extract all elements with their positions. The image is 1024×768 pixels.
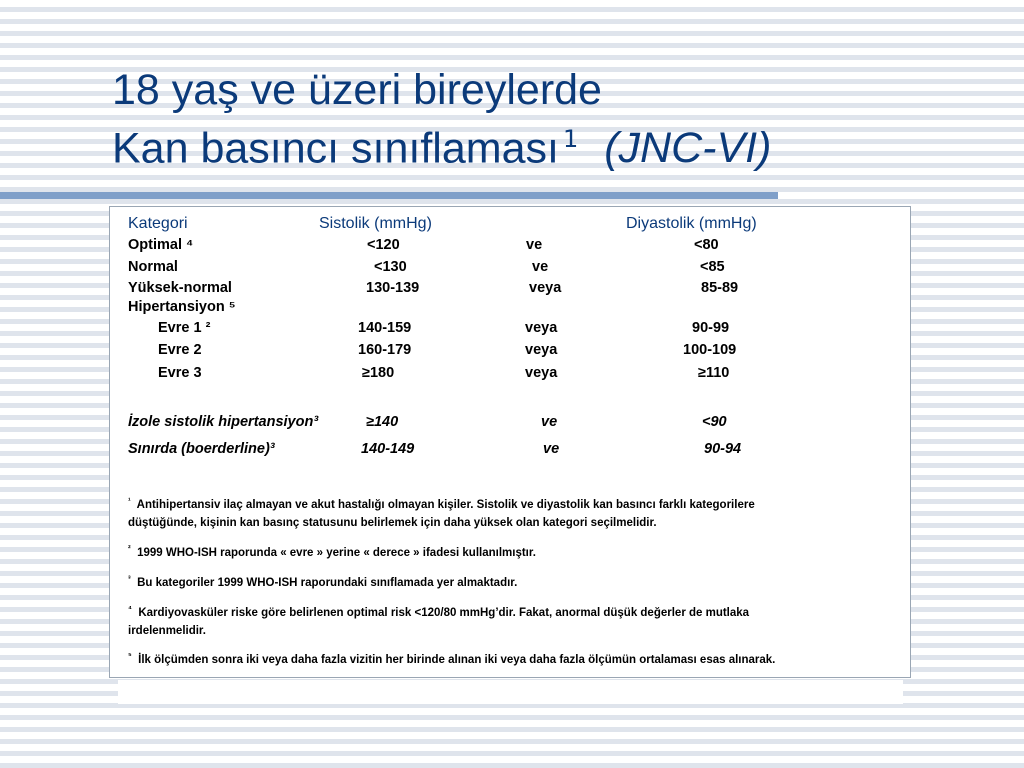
row-conj-stage3: veya xyxy=(525,365,558,381)
row-dia-high-normal: 85-89 xyxy=(701,280,739,296)
slide-title xyxy=(112,66,771,173)
row-dia-isolated-systolic: <90 xyxy=(702,414,727,430)
footnote-4 xyxy=(128,600,848,640)
row-label-high-normal: Yüksek-normal xyxy=(128,280,232,296)
footnote-2-marker: ² xyxy=(128,544,131,553)
row-conj-stage2: veya xyxy=(525,342,558,358)
row-dia-normal: <85 xyxy=(700,259,725,275)
header-systolic: Sistolik (mmHg) xyxy=(319,215,432,232)
row-dia-borderline: 90-94 xyxy=(704,441,742,457)
title-line-2 xyxy=(112,115,771,173)
row-label-hypertension: Hipertansiyon ⁵ xyxy=(128,299,236,315)
footnote-4-marker: ⁴ xyxy=(128,604,132,613)
footnote-3 xyxy=(128,570,848,592)
row-dia-stage2: 100-109 xyxy=(683,342,737,358)
row-sys-isolated-systolic: ≥140 xyxy=(366,414,399,430)
row-sys-optimal: <120 xyxy=(367,237,400,253)
title-underline-bar xyxy=(0,192,778,199)
footnote-1-marker: ¹ xyxy=(128,496,131,505)
footnote-2-text: 1999 WHO-ISH raporunda « evre » yerine « derece » ifadesi kullanılmıştır. xyxy=(137,546,536,559)
footnote-1-line-1 xyxy=(128,492,848,514)
row-conj-optimal: ve xyxy=(526,237,543,253)
row-conj-stage1: veya xyxy=(525,320,558,336)
row-dia-stage3: ≥110 xyxy=(698,365,730,381)
row-label-stage2: Evre 2 xyxy=(158,342,202,358)
row-label-normal: Normal xyxy=(128,259,178,275)
row-label-optimal: Optimal ⁴ xyxy=(128,237,194,253)
row-sys-stage1: 140-159 xyxy=(358,320,412,336)
row-conj-normal: ve xyxy=(532,259,549,275)
footnote-4-line-2: irdelenmelidir. xyxy=(128,624,206,637)
header-diastolic: Diyastolik (mmHg) xyxy=(626,215,757,232)
footnote-5 xyxy=(128,647,848,669)
footnote-3-text: Bu kategoriler 1999 WHO-ISH raporundaki sınıflamada yer almaktadır. xyxy=(137,576,518,589)
row-sys-borderline: 140-149 xyxy=(361,441,415,457)
title-jnc: (JNC-VI) xyxy=(604,124,772,173)
row-conj-borderline: ve xyxy=(543,441,560,457)
footnote-1 xyxy=(128,492,848,532)
classification-panel xyxy=(109,206,911,678)
row-label-isolated-systolic: İzole sistolik hipertansiyon³ xyxy=(128,414,319,430)
row-label-stage3: Evre 3 xyxy=(158,365,202,381)
row-sys-high-normal: 130-139 xyxy=(366,280,420,296)
footnote-5-marker: ⁵ xyxy=(128,651,132,660)
footnote-4-text-a: Kardiyovasküler riske göre belirlenen optimal risk <120/80 mmHg’dir. Fakat, anormal düşük değerler de mutlaka xyxy=(138,606,750,619)
row-dia-stage1: 90-99 xyxy=(692,320,730,336)
title-superscript: 1 xyxy=(562,125,579,153)
header-category: Kategori xyxy=(128,215,188,232)
row-sys-normal: <130 xyxy=(374,259,407,275)
title-line-2-text: Kan basıncı sınıflaması xyxy=(112,124,559,173)
footnote-3-marker: ³ xyxy=(128,574,131,583)
row-conj-isolated-systolic: ve xyxy=(541,414,558,430)
row-sys-stage2: 160-179 xyxy=(358,342,412,358)
footnote-5-text: İlk ölçümden sonra iki veya daha fazla vizitin her birinde alınan iki veya daha fazla ölçümün ortalaması esas alınarak. xyxy=(138,653,776,666)
title-line-1: 18 yaş ve üzeri bireylerde xyxy=(112,66,602,114)
footnote-4-line-1 xyxy=(128,600,848,622)
footnote-2 xyxy=(128,540,848,562)
row-label-stage1: Evre 1 ² xyxy=(158,320,211,336)
row-sys-stage3: ≥180 xyxy=(362,365,395,381)
footnote-1-text-a: Antihipertansiv ilaç almayan ve akut hastalığı olmayan kişiler. Sistolik ve diyastolik kan basıncı farklı kategorilere xyxy=(136,498,755,511)
footnote-1-line-2: düştüğünde, kişinin kan basınç statusunu belirlemek için daha yüksek olan kategori seçilmelidir. xyxy=(128,516,657,529)
row-label-borderline: Sınırda (boerderline)³ xyxy=(128,441,275,457)
row-conj-high-normal: veya xyxy=(529,280,562,296)
row-dia-optimal: <80 xyxy=(694,237,719,253)
panel-bottom-strip xyxy=(118,680,903,704)
